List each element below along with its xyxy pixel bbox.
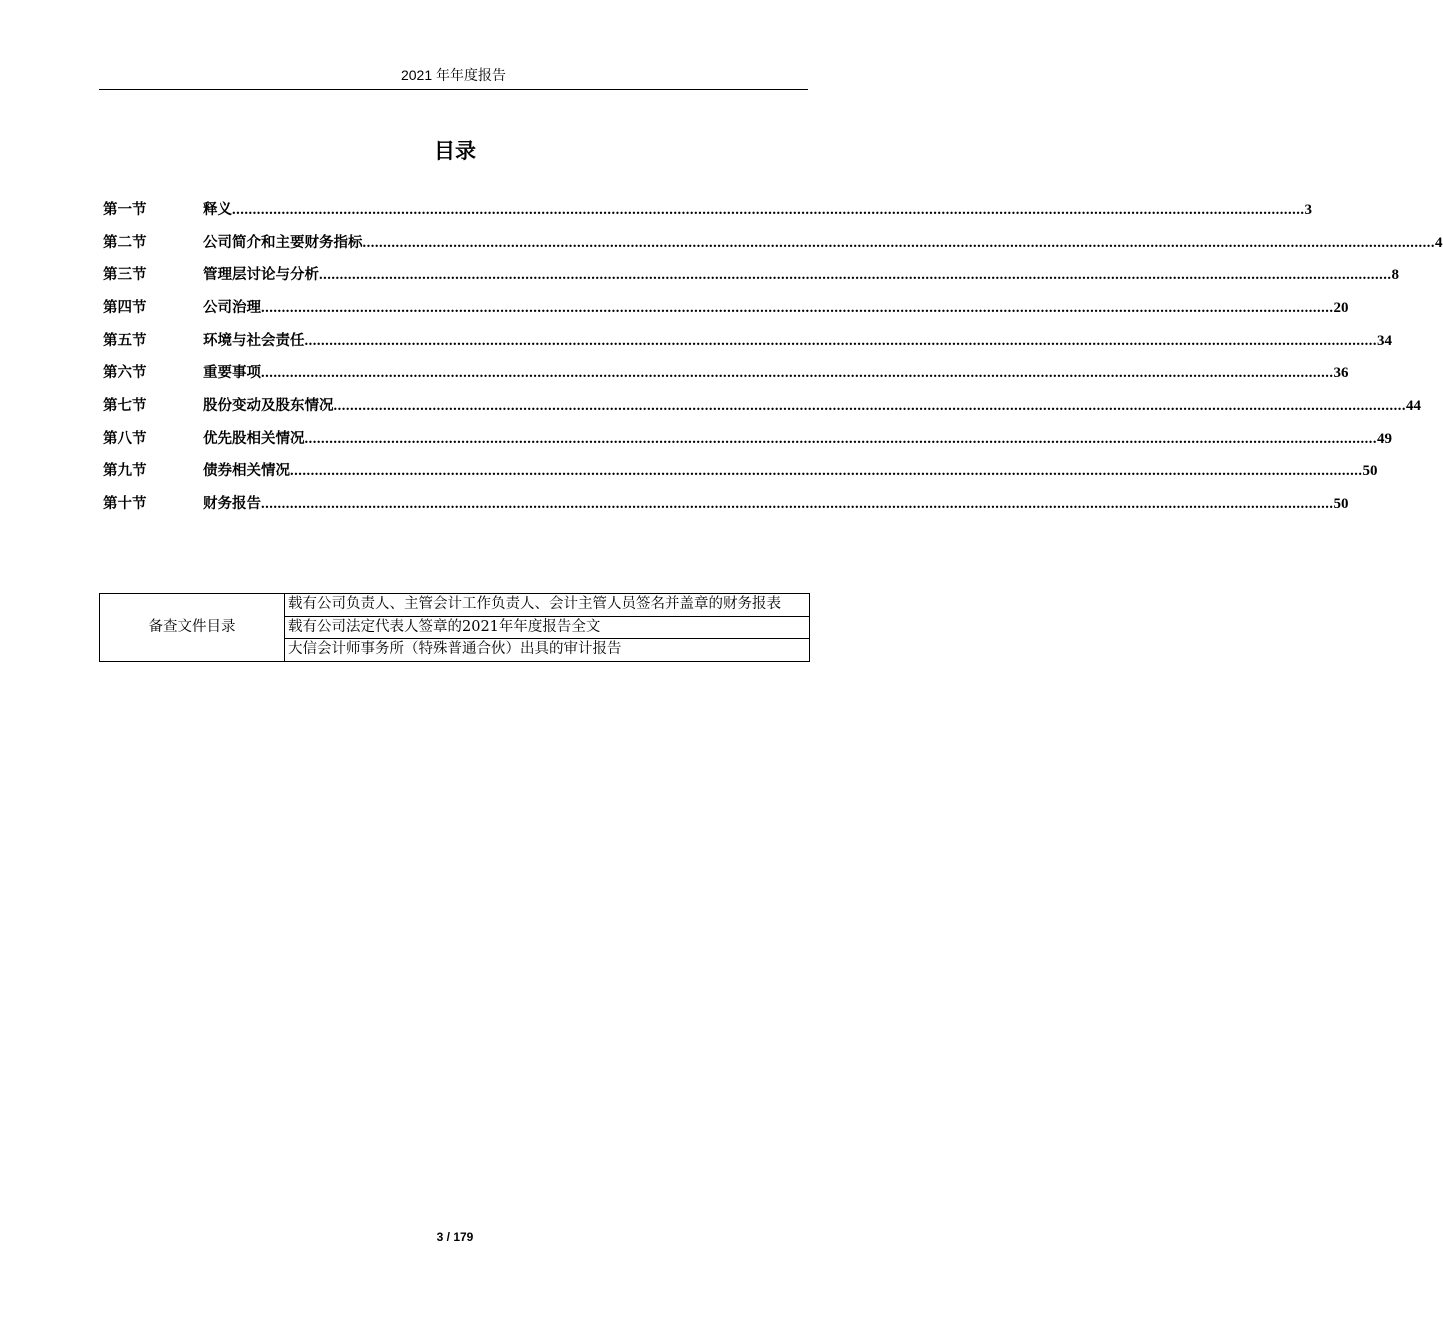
toc-page-number: 20 (1333, 299, 1349, 316)
toc-leader-dots: .................................................................................................................................................................................................................................................................... (261, 299, 1334, 316)
toc-section-number: 第五节 (103, 332, 147, 349)
toc-entry[interactable] (103, 454, 1378, 487)
toc-section-number: 第九节 (103, 463, 147, 480)
toc-section-title: 财务报告 (203, 496, 261, 513)
toc-page-number: 50 (1333, 496, 1349, 513)
toc-entry[interactable] (103, 290, 1349, 323)
toc-page-number: 4 (1435, 234, 1443, 251)
toc-section-title: 释义 (203, 201, 232, 218)
toc-leader-dots: .................................................................................................................................................................................................................................................................... (232, 201, 1305, 218)
reference-label: 备查文件目录 (100, 594, 285, 662)
toc-section-title: 重要事项 (203, 365, 261, 382)
toc-page-number: 34 (1377, 332, 1392, 349)
page-header (99, 64, 808, 90)
toc-section-title: 管理层讨论与分析 (203, 267, 319, 284)
toc-page-number: 8 (1391, 267, 1399, 284)
table-row (100, 594, 810, 617)
toc-leader-dots: .................................................................................................................................................................................................................................................................... (304, 332, 1377, 349)
toc-entry[interactable] (103, 388, 1421, 421)
toc-section-number: 第七节 (103, 397, 147, 414)
toc-page-number: 49 (1377, 430, 1392, 447)
toc-leader-dots: .................................................................................................................................................................................................................................................................... (319, 267, 1392, 284)
toc-section-number: 第四节 (103, 299, 147, 316)
toc-section-title: 优先股相关情况 (203, 430, 305, 447)
toc-leader-dots: .................................................................................................................................................................................................................................................................... (333, 397, 1406, 414)
toc-leader-dots: .................................................................................................................................................................................................................................................................... (290, 463, 1363, 480)
table-of-contents (103, 192, 1443, 519)
toc-title: 目录 (434, 139, 476, 163)
toc-section-number: 第八节 (103, 430, 147, 447)
toc-entry[interactable] (103, 421, 1392, 454)
toc-section-title: 环境与社会责任 (203, 332, 305, 349)
toc-leader-dots: .................................................................................................................................................................................................................................................................... (304, 430, 1377, 447)
toc-section-title: 债券相关情况 (203, 463, 290, 480)
toc-section-title: 股份变动及股东情况 (203, 397, 334, 414)
toc-section-number: 第十节 (103, 496, 147, 513)
toc-section-number: 第二节 (103, 234, 147, 251)
toc-entry[interactable] (103, 225, 1443, 258)
toc-section-title: 公司简介和主要财务指标 (203, 234, 363, 251)
reference-item: 载有公司负责人、主管会计工作负责人、会计主管人员签名并盖章的财务报表 (285, 594, 810, 617)
toc-entry[interactable] (103, 323, 1392, 356)
toc-section-title: 公司治理 (203, 299, 261, 316)
toc-page-number: 3 (1304, 201, 1312, 218)
toc-leader-dots: .................................................................................................................................................................................................................................................................... (261, 496, 1334, 513)
toc-leader-dots: .................................................................................................................................................................................................................................................................... (261, 365, 1334, 382)
toc-page-number: 50 (1362, 463, 1378, 480)
toc-entry[interactable] (103, 486, 1349, 519)
header-title: 2021 年年度报告 (400, 67, 507, 83)
toc-section-number: 第六节 (103, 365, 147, 382)
toc-page-number: 44 (1406, 397, 1421, 414)
toc-entry[interactable] (103, 355, 1349, 388)
toc-section-number: 第一节 (103, 201, 147, 218)
toc-entry[interactable] (103, 257, 1399, 290)
toc-page-number: 36 (1333, 365, 1349, 382)
page-indicator: 3 / 179 (436, 1230, 474, 1244)
toc-leader-dots: .................................................................................................................................................................................................................................................................... (362, 234, 1435, 251)
reference-item: 大信会计师事务所（特殊普通合伙）出具的审计报告 (285, 639, 810, 662)
toc-entry[interactable] (103, 192, 1312, 225)
reference-item: 载有公司法定代表人签章的2021年年度报告全文 (285, 616, 810, 639)
toc-section-number: 第三节 (103, 267, 147, 284)
reference-documents-table (99, 593, 810, 662)
